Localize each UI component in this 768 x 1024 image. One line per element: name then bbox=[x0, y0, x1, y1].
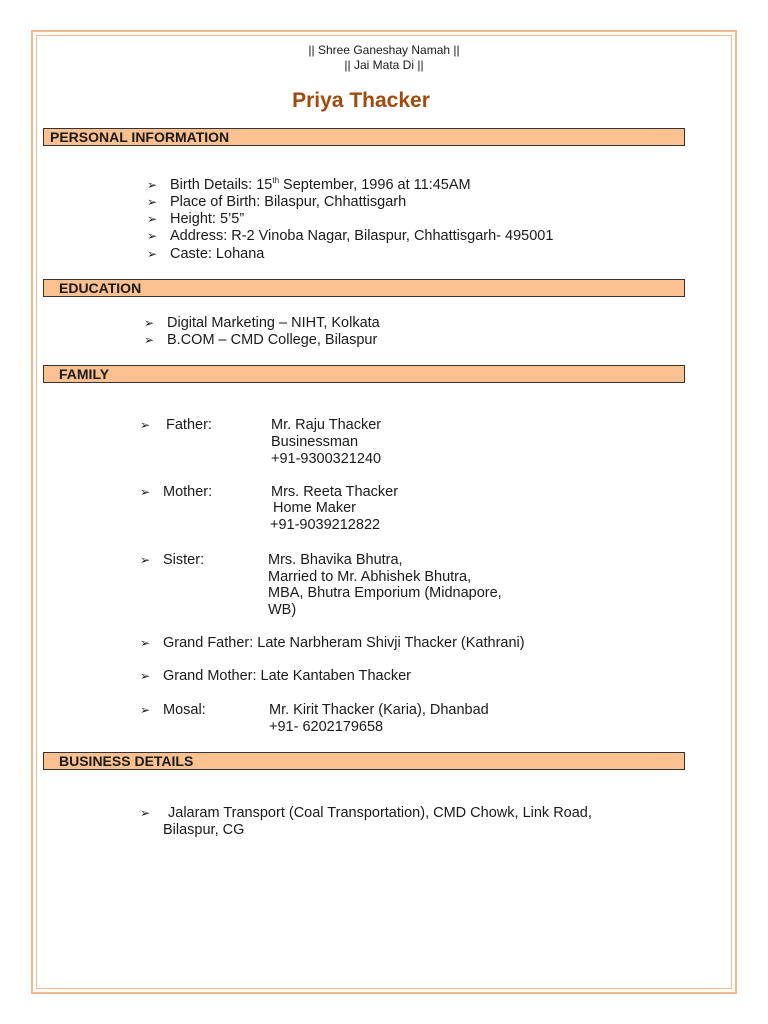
sister-line: Married to Mr. Abhishek Bhutra, bbox=[268, 569, 472, 585]
mosal-label: Mosal: bbox=[163, 702, 206, 718]
section-education bbox=[43, 279, 685, 297]
birth-details bbox=[170, 177, 471, 194]
bullet-arrow-icon: ➢ bbox=[140, 485, 151, 499]
sister-line: MBA, Bhutra Emporium (Midnapore, bbox=[268, 585, 502, 601]
invocation-ganesh: || Shree Ganeshay Namah || bbox=[308, 43, 460, 57]
mother-phone: +91-9039212822 bbox=[270, 517, 381, 533]
candidate-name: Priya Thacker bbox=[292, 89, 430, 112]
bullet-arrow-icon: ➢ bbox=[140, 703, 151, 717]
father-occupation: Businessman bbox=[271, 434, 359, 450]
mosal-phone: +91- 6202179658 bbox=[269, 719, 384, 735]
birth-details-sup: th bbox=[272, 176, 280, 186]
business-line: Jalaram Transport (Coal Transportation), CMD Chowk, Link Road, bbox=[168, 805, 592, 821]
caste: Caste: Lohana bbox=[170, 246, 265, 262]
sister-label: Sister: bbox=[163, 552, 205, 568]
bullet-arrow-icon: ➢ bbox=[140, 669, 151, 683]
education-item: B.COM – CMD College, Bilaspur bbox=[167, 332, 378, 348]
birth-details-suffix: September, 1996 at 11:45AM bbox=[279, 177, 471, 193]
bullet-arrow-icon: ➢ bbox=[140, 553, 151, 567]
father-label: Father: bbox=[166, 417, 212, 433]
section-business-label: BUSINESS DETAILS bbox=[59, 753, 194, 769]
bullet-arrow-icon: ➢ bbox=[140, 636, 151, 650]
mosal-line: Mr. Kirit Thacker (Karia), Dhanbad bbox=[269, 702, 489, 718]
bullet-arrow-icon: ➢ bbox=[147, 212, 158, 226]
mother-label: Mother: bbox=[163, 484, 213, 500]
invocation-mata-di: || Jai Mata Di || bbox=[344, 58, 424, 72]
education-item: Digital Marketing – NIHT, Kolkata bbox=[167, 315, 380, 331]
bullet-arrow-icon: ➢ bbox=[144, 316, 155, 330]
bullet-arrow-icon: ➢ bbox=[147, 247, 158, 261]
section-family-label: FAMILY bbox=[59, 366, 110, 382]
sister-line: WB) bbox=[268, 602, 297, 618]
section-business-details bbox=[43, 752, 685, 770]
section-personal-label: PERSONAL INFORMATION bbox=[50, 129, 230, 145]
bullet-arrow-icon: ➢ bbox=[144, 333, 155, 347]
mother-name: Mrs. Reeta Thacker bbox=[271, 484, 399, 500]
grandmother: Grand Mother: Late Kantaben Thacker bbox=[163, 668, 411, 684]
business-line: Bilaspur, CG bbox=[163, 822, 245, 838]
bullet-arrow-icon: ➢ bbox=[147, 229, 158, 243]
birth-details-prefix: Birth Details: 15 bbox=[170, 177, 273, 193]
father-phone: +91-9300321240 bbox=[271, 451, 382, 467]
address: Address: R-2 Vinoba Nagar, Bilaspur, Chhattisgarh- 495001 bbox=[170, 228, 554, 244]
bullet-arrow-icon: ➢ bbox=[140, 418, 151, 432]
place-of-birth: Place of Birth: Bilaspur, Chhattisgarh bbox=[170, 194, 407, 210]
section-education-label: EDUCATION bbox=[59, 280, 142, 296]
mother-occupation: Home Maker bbox=[273, 500, 356, 516]
bullet-arrow-icon: ➢ bbox=[147, 195, 158, 209]
sister-line: Mrs. Bhavika Bhutra, bbox=[268, 552, 403, 568]
father-name: Mr. Raju Thacker bbox=[271, 417, 382, 433]
bullet-arrow-icon: ➢ bbox=[140, 806, 151, 820]
grandfather: Grand Father: Late Narbheram Shivji Thacker (Kathrani) bbox=[163, 635, 525, 651]
section-personal-information bbox=[43, 128, 685, 146]
section-family bbox=[43, 365, 685, 383]
bullet-arrow-icon: ➢ bbox=[147, 178, 158, 192]
height: Height: 5’5” bbox=[170, 211, 245, 227]
